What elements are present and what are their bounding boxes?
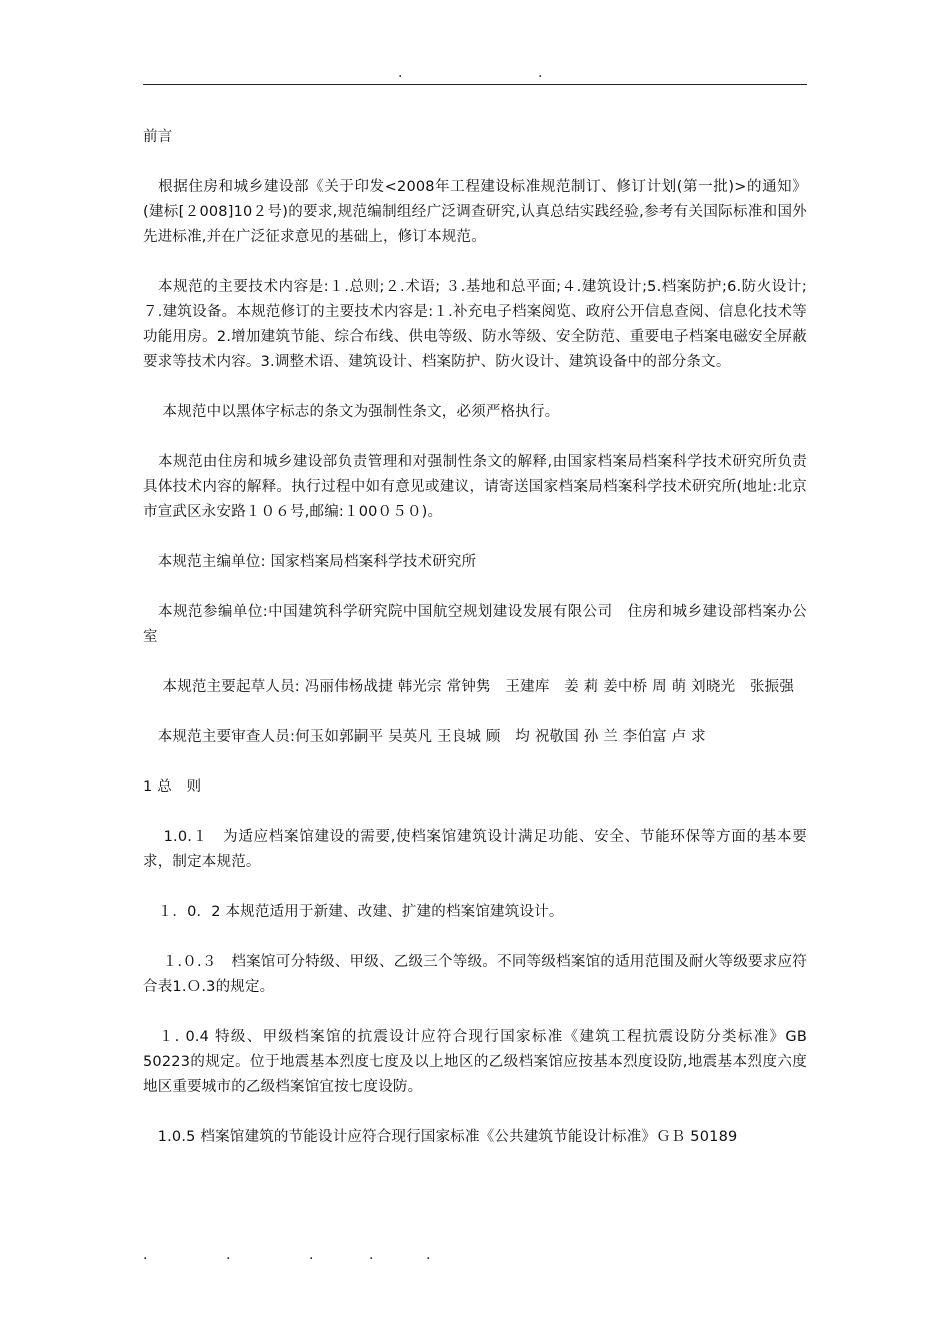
paragraph-reviewers: 本规范主要审查人员:何玉如郭嗣平 吴英凡 王良城 顾 均 祝敬国 孙 兰 李伯富 卢 求 [143,729,706,745]
paragraph-basis: 根据住房和城乡建设部《关于印发<2008年工程建设标准规范制订、修订计划(第一批)>的通知》(建标[２008]10２号)的要求,规范编制组经广泛调查研究,认真总结实践经验,参考有关国际标准和国外先进标准,并在广泛征求意见的基础上，修订本规范。 [143,179,807,245]
header-dot-left: . [398,65,403,81]
clause-1-0-5: 1.0.5 档案馆建筑的节能设计应符合现行国家标准《公共建筑节能设计标准》ＧＢ 50189 [143,1129,738,1145]
header-dot-right: . [538,65,543,81]
footer-dot: . [226,1247,231,1263]
footer-dot: . [143,1247,148,1263]
clause-1-0-1: 1.0.１ 为适应档案馆建设的需要,使档案馆建筑设计满足功能、安全、节能环保等方面的基本要求，制定本规范。 [143,829,807,870]
footer-dot: . [369,1247,374,1263]
paragraph-chief-editor: 本规范主编单位: 国家档案局档案科学技术研究所 [143,554,477,570]
paragraph-main-content: 本规范的主要技术内容是:１.总则;２.术语; ３.基地和总平面;４.建筑设计;5.档案防护;6.防火设计;７.建筑设备。本规范修订的主要技术内容是:１.补充电子档案阅览、政府公开信息查阅、信息化技术等功能用房。2.增加建筑节能、综合布线、供电等级、防水等级、安全防范、重要电子档案电磁安全屏蔽要求等技术内容。3.调整术语、建筑设计、档案防护、防火设计、建筑设备中的部分条文。 [143,279,807,370]
header-rule [143,84,807,85]
clause-1-0-3: １.０.３ 档案馆可分特级、甲级、乙级三个等级。不同等级档案馆的适用范围及耐火等级要求应符合表1.Ｏ.3的规定。 [143,954,807,995]
section-title-general: 1 总 则 [143,779,202,795]
footer-dot: . [426,1247,431,1263]
paragraph-drafters: 本规范主要起草人员: 冯丽伟杨战捷 韩光宗 常钟隽 王建库 姜 莉 姜中桥 周 萌 刘晓光 张振强 [143,679,795,695]
document-body [143,125,807,1150]
paragraph-management: 本规范由住房和城乡建设部负责管理和对强制性条文的解释,由国家档案局档案科学技术研究所负责具体技术内容的解释。执行过程中如有意见或建议，请寄送国家档案局档案科学技术研究所(地址:北京市宣武区永安路１０６号,邮编:１00０５０)。 [143,454,807,520]
clause-1-0-2: １．0．2 本规范适用于新建、改建、扩建的档案馆建筑设计。 [143,904,564,920]
paragraph-participating-units: 本规范参编单位:中国建筑科学研究院中国航空规划建设发展有限公司 住房和城乡建设部档案办公室 [143,604,807,645]
section-title-preface: 前言 [143,129,173,145]
paragraph-mandatory: 本规范中以黑体字标志的条文为强制性条文，必须严格执行。 [143,404,560,420]
footer-dots [143,1248,463,1264]
footer-dot: . [309,1247,314,1263]
clause-1-0-4: １. 0.4 特级、甲级档案馆的抗震设计应符合现行国家标准《建筑工程抗震设防分类标准》GB 50223的规定。位于地震基本烈度七度及以上地区的乙级档案馆应按基本烈度设防,地震基本烈度六度地区重要城市的乙级档案馆宜按七度设防。 [143,1029,807,1095]
